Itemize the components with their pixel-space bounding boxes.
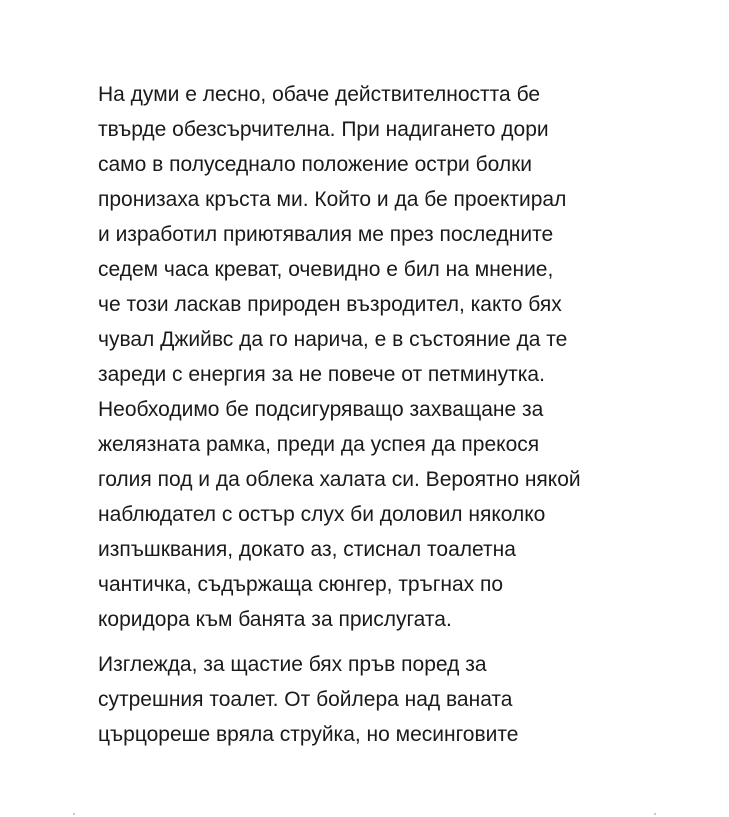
- paragraph-1: [98, 77, 698, 637]
- paragraph-spacing: [98, 637, 698, 647]
- page-corner-mark-left: [73, 813, 75, 815]
- text-line: чантичка, съдържаща сюнгер, тръгнах по: [98, 573, 504, 596]
- text-line: Необходимо бе подсигуряващо захващане за: [98, 398, 544, 421]
- text-line: чувал Джийвс да го нарича, е в състояние да те: [98, 328, 568, 351]
- paragraph-2: [98, 647, 698, 752]
- text-line: пронизаха кръста ми. Който и да бе проектирал: [98, 188, 567, 211]
- text-line: Изглежда, за щастие бях пръв поред за: [98, 653, 487, 676]
- text-line: На думи е лесно, обаче действителността бе: [98, 83, 541, 106]
- text-line: че този ласкав природен възродител, както бях: [98, 293, 562, 316]
- text-line: и изработил приютявалия ме през последните: [98, 223, 554, 246]
- text-line: седем часа креват, очевидно е бил на мнение,: [98, 258, 554, 281]
- text-line: само в полуседнало положение остри болки: [98, 153, 533, 176]
- text-line: църцореше вряла струйка, но месинговите: [98, 723, 519, 746]
- text-line: сутрешния тоалет. От бойлера над ваната: [98, 688, 513, 711]
- document-body: [98, 77, 698, 752]
- text-line: коридора към банята за прислугата.: [98, 608, 452, 631]
- text-line: наблюдател с остър слух би доловил няколко: [98, 503, 546, 526]
- text-line: желязната рамка, преди да успея да прекося: [98, 433, 540, 456]
- text-line: зареди с енергия за не повече от петминутка.: [98, 363, 545, 386]
- text-line: изпъшквания, докато аз, стиснал тоалетна: [98, 538, 516, 561]
- text-line: твърде обезсърчителна. При надигането дори: [98, 118, 549, 141]
- text-line: голия под и да облека халата си. Вероятно някой: [98, 468, 581, 491]
- page-corner-mark-right: [654, 813, 656, 815]
